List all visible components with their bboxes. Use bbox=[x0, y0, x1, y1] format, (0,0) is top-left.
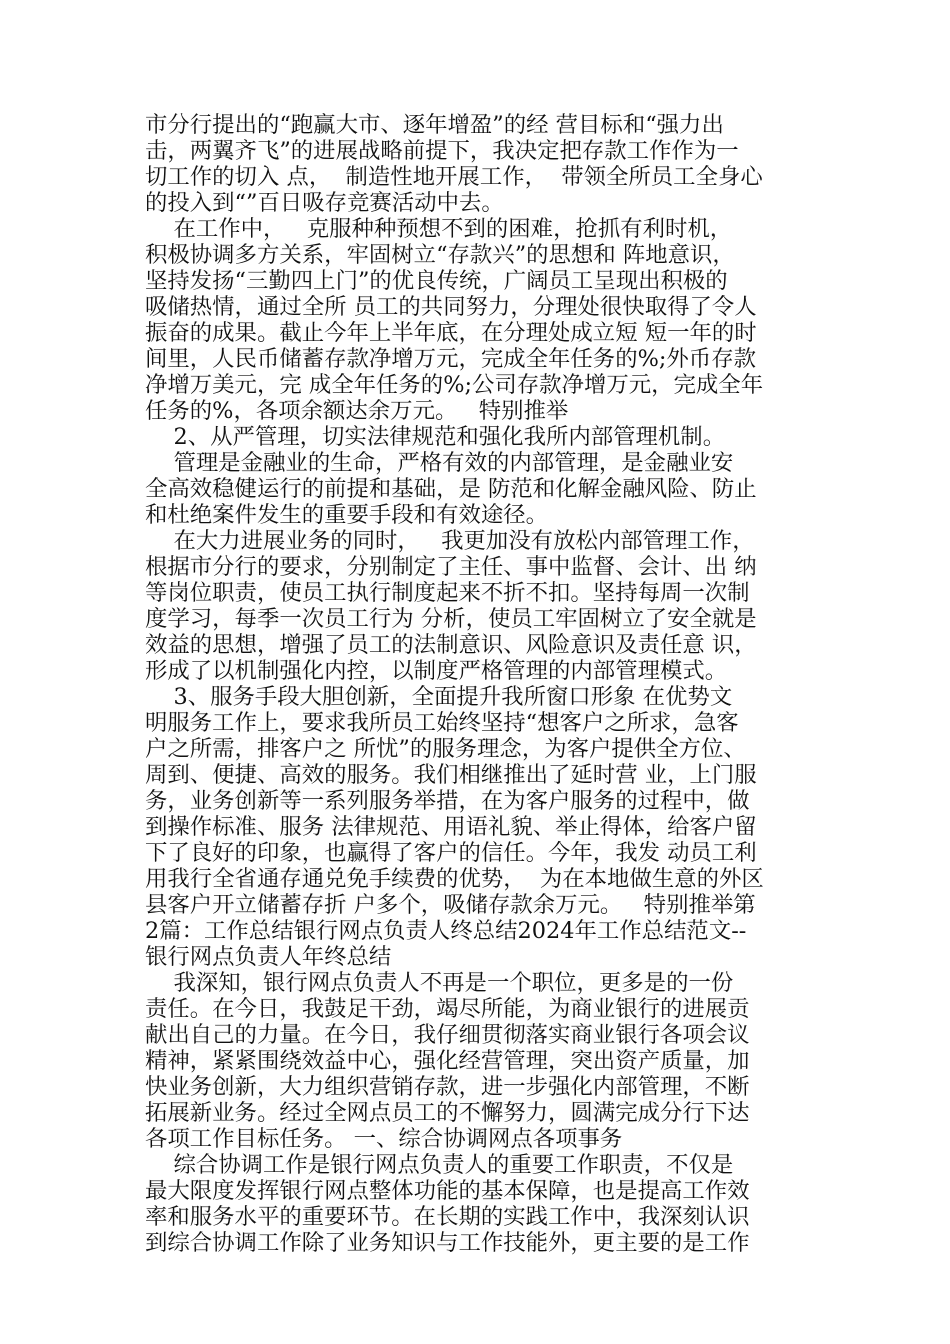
text-line: 积极协调多方关系，牢固树立“存款兴”的思想和 阵地意识， bbox=[145, 242, 735, 268]
text-line: 下了良好的印象，也赢得了客户的信任。今年，我发 动员工利 bbox=[145, 840, 757, 866]
text-line: 2、从严管理，切实法律规范和强化我所内部管理机制。 bbox=[145, 424, 726, 450]
text-line: 根据市分行的要求，分别制定了主任、事中监督、会计、出 纳 bbox=[145, 554, 757, 580]
text-line: 在大力进展业务的同时， 我更加没有放松内部管理工作， bbox=[145, 528, 755, 554]
text-line: 快业务创新，大力组织营销存款，进一步强化内部管理，不断 bbox=[145, 1074, 750, 1100]
text-line: 县客户开立储蓄存折 户多个，吸储存款余万元。 特别推举第 bbox=[145, 892, 756, 918]
text-line: 户之所需，排客户之 所忧”的服务理念，为客户提供全方位、 bbox=[145, 736, 746, 762]
text-line: 击，两翼齐飞”的进展战略前提下，我决定把存款工作作为一 bbox=[145, 138, 739, 164]
text-line: 振奋的成果。截止今年上半年底，在分理处成立短 短一年的时 bbox=[145, 320, 757, 346]
text-line: 坚持发扬“三勤四上门”的优良传统，广阔员工呈现出积极的 bbox=[145, 268, 728, 294]
text-line: 各项工作目标任务。 一、综合协调网点各项事务 bbox=[145, 1126, 623, 1152]
text-line: 综合协调工作是银行网点负责人的重要工作职责，不仅是 bbox=[145, 1152, 734, 1178]
text-line: 我深知，银行网点负责人不再是一个职位，更多是的一份 bbox=[145, 970, 734, 996]
text-line: 用我行全省通存通兑免手续费的优势， 为在本地做生意的外区 bbox=[145, 866, 764, 892]
text-line: 的投入到“”百日吸存竞赛活动中去。 bbox=[145, 190, 504, 216]
text-line: 精神，紧紧围绕效益中心，强化经营管理，突出资产质量，加 bbox=[145, 1048, 750, 1074]
text-line: 务，业务创新等一系列服务举措，在为客户服务的过程中，做 bbox=[145, 788, 750, 814]
text-line: 市分行提出的“跑赢大市、逐年增盈”的经 营目标和“强力出 bbox=[145, 112, 724, 138]
document-body bbox=[145, 112, 810, 1256]
text-line: 到综合协调工作除了业务知识与工作技能外，更主要的是工作 bbox=[145, 1230, 750, 1256]
text-line: 净增万美元，完 成全年任务的%;公司存款净增万元，完成全年 bbox=[145, 372, 764, 398]
text-line: 吸储热情，通过全所 员工的共同努力，分理处很快取得了令人 bbox=[145, 294, 757, 320]
text-line: 银行网点负责人年终总结 bbox=[145, 944, 392, 970]
text-line: 最大限度发挥银行网点整体功能的基本保障，也是提高工作效 bbox=[145, 1178, 750, 1204]
text-line: 周到、便捷、高效的服务。我们相继推出了延时营 业，上门服 bbox=[145, 762, 757, 788]
text-line: 到操作标准、服务 法律规范、用语礼貌、举止得体，给客户留 bbox=[145, 814, 757, 840]
text-line: 3、服务手段大胆创新，全面提升我所窗口形象 在优势文 bbox=[145, 684, 733, 710]
text-line: 献出自己的力量。在今日，我仔细贯彻落实商业银行各项会议 bbox=[145, 1022, 750, 1048]
text-line: 任务的%，各项余额达余万元。 特别推举 bbox=[145, 398, 569, 424]
text-line: 明服务工作上，要求我所员工始终坚持“想客户之所求，急客 bbox=[145, 710, 739, 736]
text-line: 度学习，每季一次员工行为 分析，使员工牢固树立了安全就是 bbox=[145, 606, 757, 632]
text-line: 拓展新业务。经过全网点员工的不懈努力，圆满完成分行下达 bbox=[145, 1100, 750, 1126]
text-line: 责任。在今日，我鼓足干劲，竭尽所能，为商业银行的进展贡 bbox=[145, 996, 750, 1022]
text-line: 等岗位职责，使员工执行制度起来不折不扣。坚持每周一次制 bbox=[145, 580, 750, 606]
text-line: 切工作的切入 点， 制造性地开展工作， 带领全所员工全身心 bbox=[145, 164, 763, 190]
text-line: 间里，人民币储蓄存款净增万元，完成全年任务的%;外币存款 bbox=[145, 346, 756, 372]
text-line: 在工作中， 克服种种预想不到的困难，抢抓有利时机， bbox=[145, 216, 733, 242]
text-line: 和杜绝案件发生的重要手段和有效途径。 bbox=[145, 502, 549, 528]
text-line: 2篇：工作总结银行网点负责人终总结2024年工作总结范文-- bbox=[145, 918, 747, 944]
text-line: 形成了以机制强化内控，以制度严格管理的内部管理模式。 bbox=[145, 658, 728, 684]
text-line: 效益的思想，增强了员工的法制意识、风险意识及责任意 识， bbox=[145, 632, 757, 658]
text-line: 管理是金融业的生命，严格有效的内部管理，是金融业安 bbox=[145, 450, 734, 476]
text-line: 全高效稳健运行的前提和基础，是 防范和化解金融风险、防止 bbox=[145, 476, 757, 502]
text-line: 率和服务水平的重要环节。在长期的实践工作中，我深刻认识 bbox=[145, 1204, 750, 1230]
